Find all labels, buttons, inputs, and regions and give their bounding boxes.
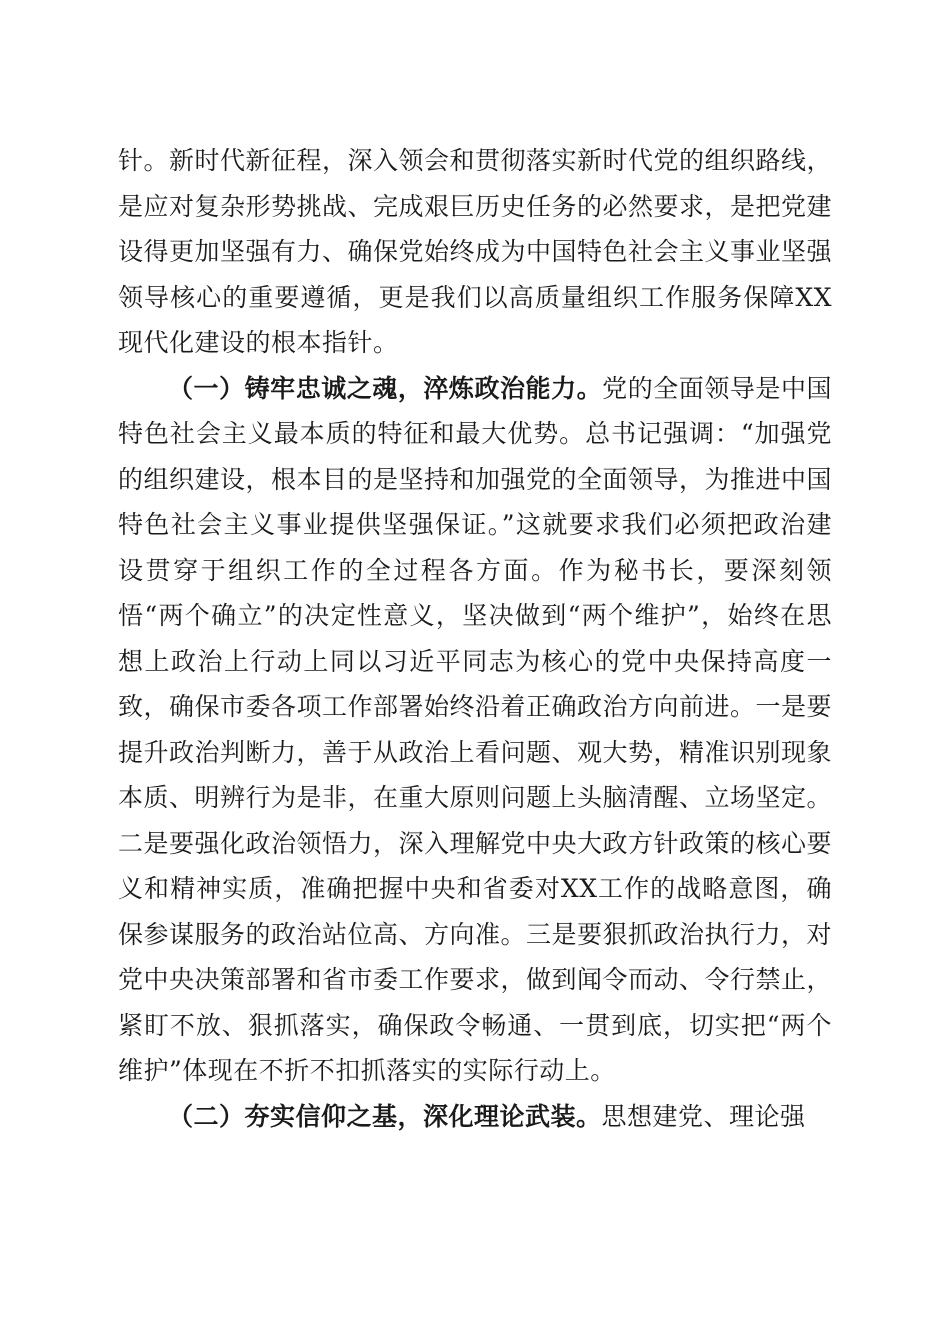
section-heading: （一）铸牢忠诚之魂，淬炼政治能力。 [168, 373, 603, 403]
paragraph-body: 思想建党、理论强 [601, 1101, 806, 1131]
paragraph-continuation [118, 138, 832, 366]
section-heading: （二）夯实信仰之基，深化理论武装。 [168, 1101, 602, 1131]
document-page [118, 138, 832, 1139]
paragraph-section-1 [118, 366, 832, 1094]
paragraph-body: 党的全面领导是中国特色社会主义最本质的特征和最大优势。总书记强调：“加强党的组织建设，根本目的是坚持和加强党的全面领导，为推进中国特色社会主义事业提供坚强保证。”这就要求我们必须把政治建设贯穿于组织工作的全过程各方面。作为秘书长，要深刻领悟“两个确立”的决定性意义，坚决做到“两个维护”，始终在思想上政治上行动上同以习近平同志为核心的党中央保持高度一致，确保市委各项工作部署始终沿着正确政治方向前进。一是要提升政治判断力，善于从政治上看问题、观大势，精准识别现象本质、明辨行为是非，在重大原则问题上头脑清醒、立场坚定。二是要强化政治领悟力，深入理解党中央大政方针政策的核心要义和精神实质，准确把握中央和省委对XX工作的战略意图，确保参谋服务的政治站位高、方向准。三是要狠抓政治执行力，对党中央决策部署和省市委工作要求，做到闻令而动、令行禁止，紧盯不放、狠抓落实，确保政令畅通、一贯到底，切实把“两个维护”体现在不折不扣抓落实的实际行动上。 [118, 373, 833, 1085]
paragraph-body: 针。新时代新征程，深入领会和贯彻落实新时代党的组织路线，是应对复杂形势挑战、完成艰巨历史任务的必然要求，是把党建设得更加坚强有力、确保党始终成为中国特色社会主义事业坚强领导核心的重要遵循，更是我们以高质量组织工作服务保障XX现代化建设的根本指针。 [118, 146, 833, 357]
paragraph-section-2 [118, 1094, 832, 1140]
